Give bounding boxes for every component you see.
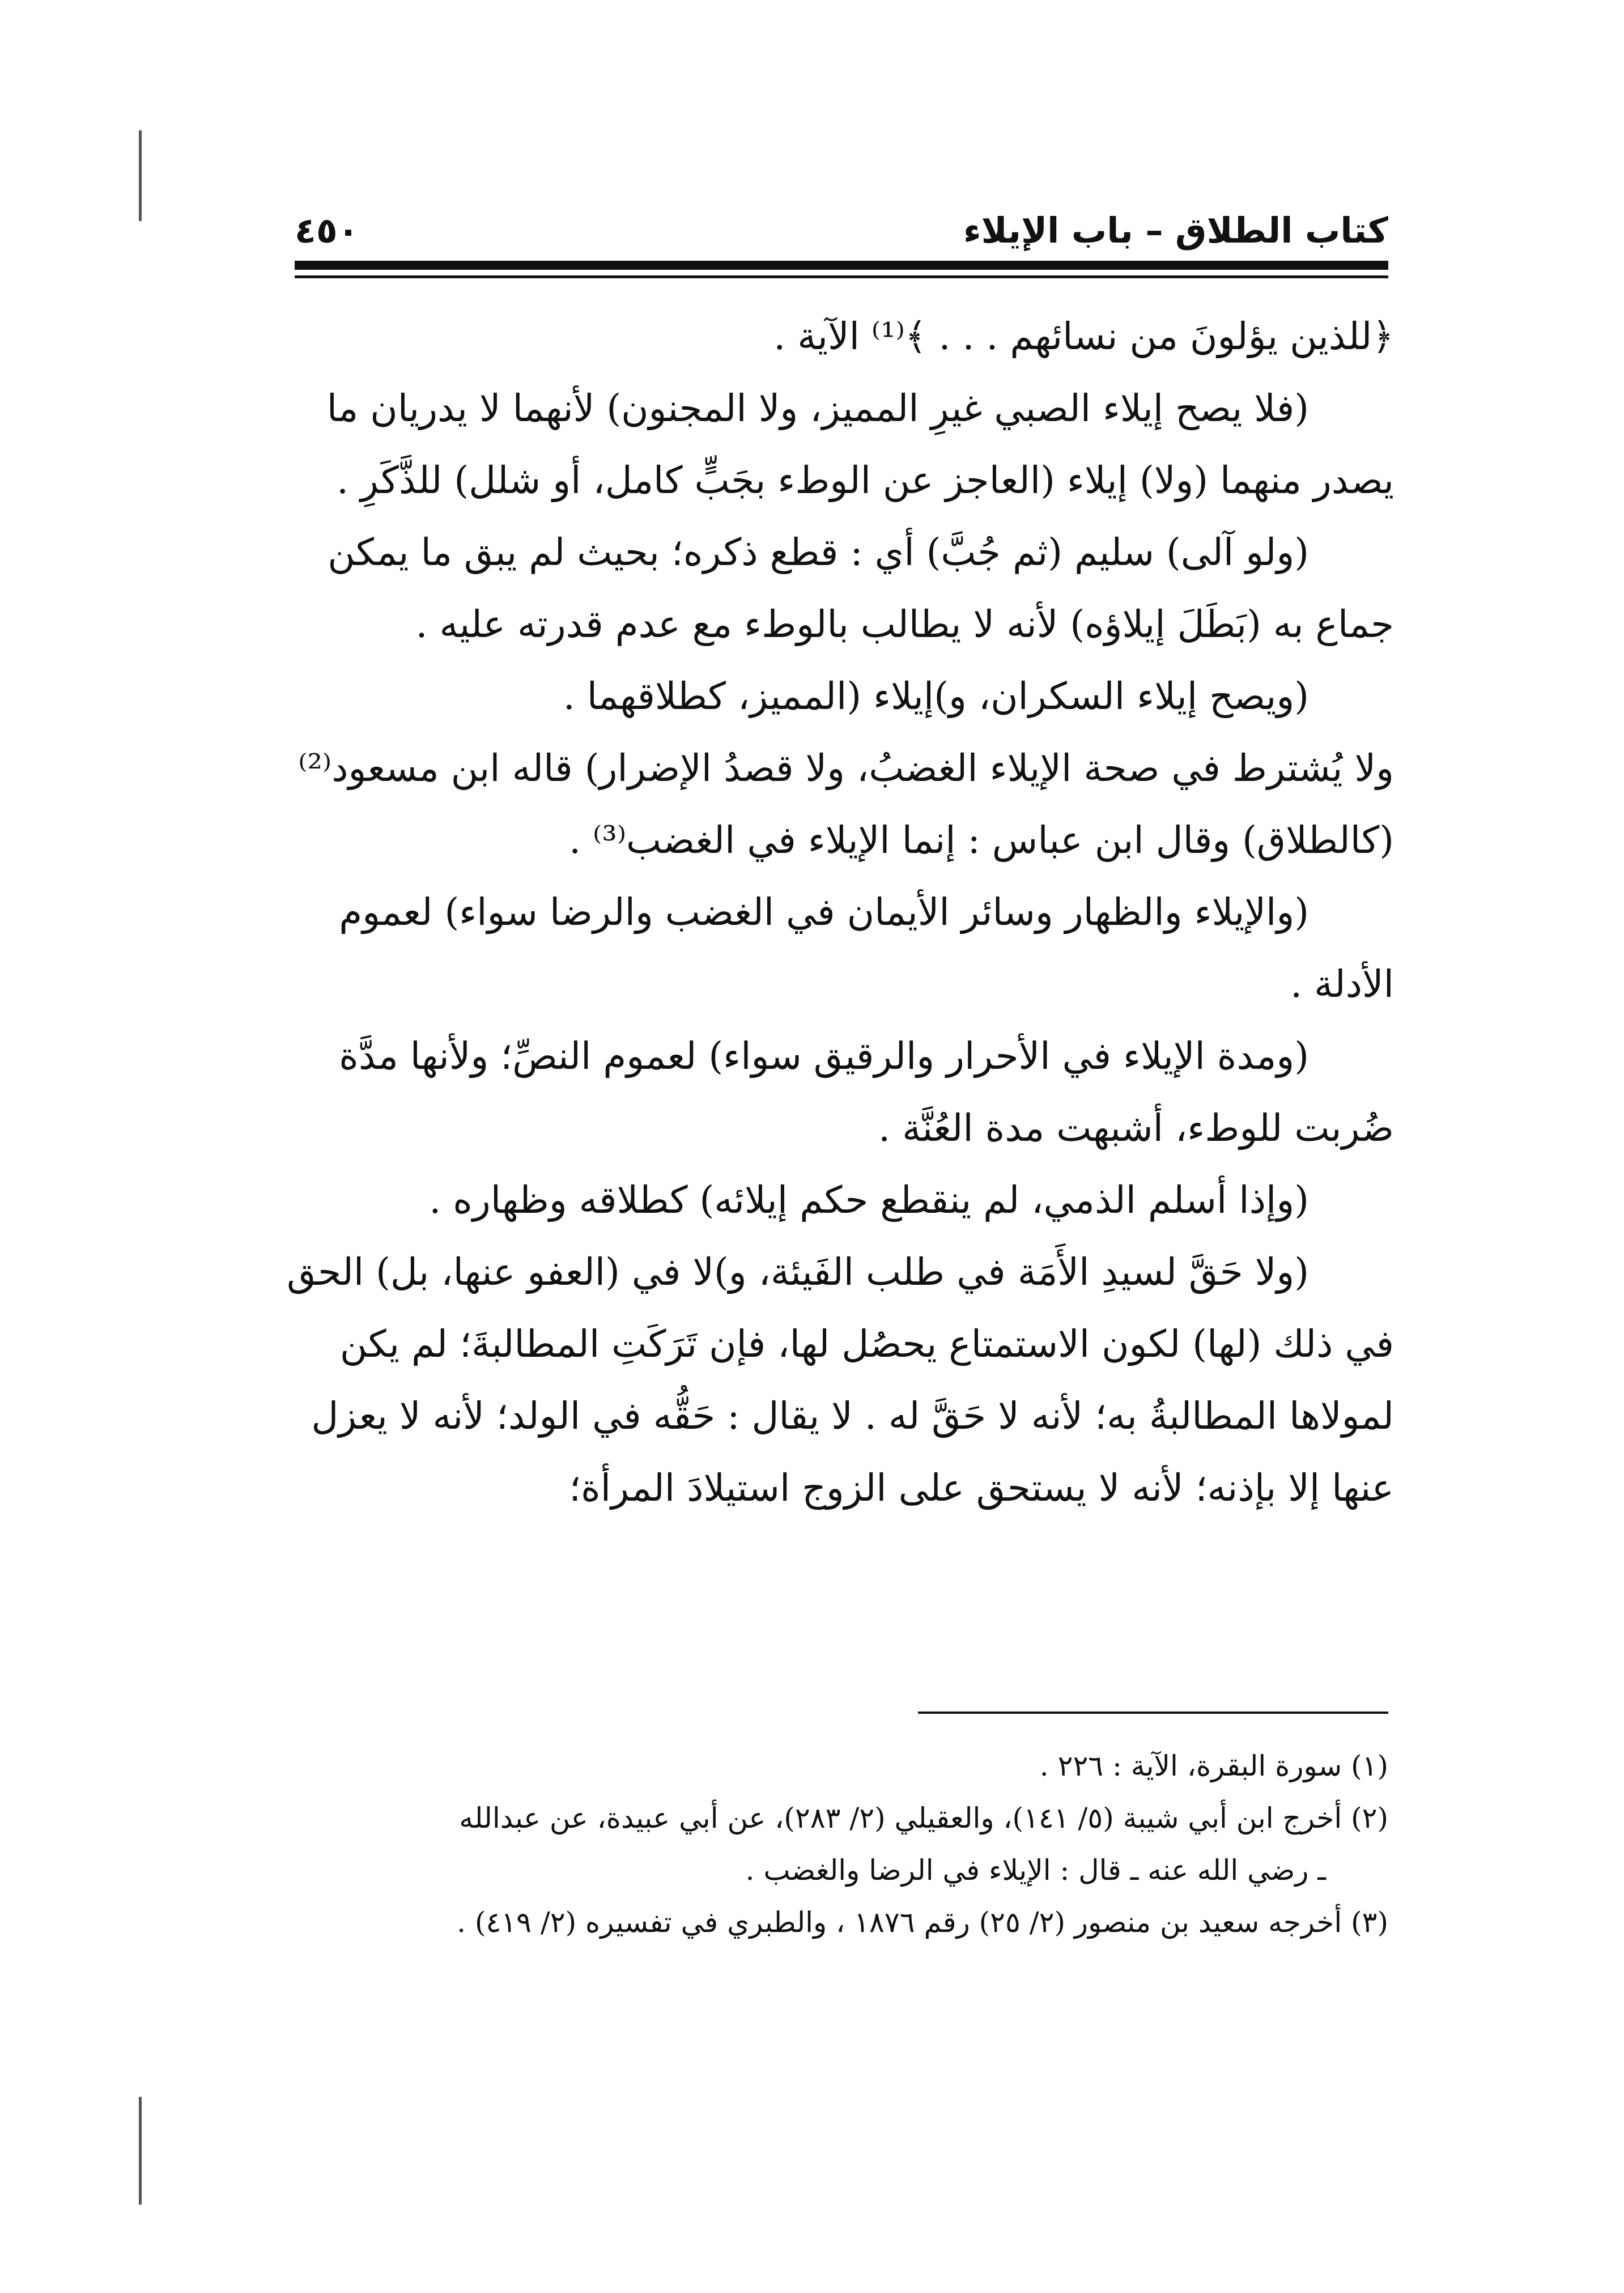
paragraph: (وإذا أسلم الذمي، لم ينقطع حكم إيلائه) كطلاقه وظهاره .	[429, 1178, 1309, 1222]
paragraph: (ويصح إيلاء السكران، و)إيلاء (المميز، كطلاقهما .	[563, 674, 1309, 718]
paragraph: (ومدة الإيلاء في الأحرار والرقيق سواء) لعموم النصِّ؛ ولأنها مدَّة ضُربت للوطء، أشبهت مدة العُنَّة .	[339, 1034, 1394, 1150]
page-number: ٤٥٠	[295, 210, 359, 251]
left-margin-line-bottom	[139, 2097, 142, 2205]
footnote-2-continued: ـ رضي الله عنه ـ قال : الإيلاء في الرضا والغضب .	[745, 1854, 1326, 1887]
header-rule-thick	[295, 261, 1388, 270]
footnote-separator	[918, 1712, 1388, 1714]
main-text	[283, 300, 1394, 1524]
footnotes	[295, 1740, 1388, 1948]
verse-line: ﴿للذين يؤلونَ من نسائهم . . . ﴾⁽¹⁾ الآية .	[773, 315, 1394, 358]
left-margin-line-top	[139, 130, 142, 221]
footnote-2: (٢) أخرج ابن أبي شيبة (٥/ ١٤١)، والعقيلي (٢/ ٢٨٣)، عن أبي عبيدة، عن عبدالله	[459, 1802, 1388, 1835]
header-rule-thin	[295, 275, 1388, 278]
footnote-3: (٣) أخرجه سعيد بن منصور (٢/ ٢٥) رقم ١٨٧٦ ، والطبري في تفسيره (٢/ ٤١٩) .	[457, 1906, 1388, 1939]
running-title: كتاب الطلاق – باب الإيلاء	[963, 210, 1388, 251]
paragraph: (والإيلاء والظهار وسائر الأيمان في الغضب والرضا سواء) لعموم الأدلة .	[339, 890, 1394, 1006]
paragraph: (فلا يصح إيلاء الصبي غيرِ المميز، ولا المجنون) لأنهما لا يدريان ما يصدر منهما (ولا) إيلاء (العاجز عن الوطء بجَبٍّ كامل، أو شلل) للذَّكَرِ .	[326, 387, 1394, 502]
paragraph: ولا يُشترط في صحة الإيلاء الغضبُ، ولا قصدُ الإضرار) قاله ابن مسعود⁽²⁾ (كالطلاق) وقال ابن عباس : إنما الإيلاء في الغضب⁽³⁾ .	[298, 746, 1394, 862]
footnote-1: (١) سورة البقرة، الآية : ٢٢٦ .	[1039, 1750, 1388, 1782]
page-header	[295, 210, 1388, 266]
paragraph: (ولو آلى) سليم (ثم جُبَّ) أي : قطع ذكره؛ بحيث لم يبق ما يمكن جماع به (بَطَلَ إيلاؤه) لأنه لا يطالب بالوطء مع عدم قدرته عليه .	[328, 530, 1394, 646]
paragraph: (ولا حَقَّ لسيدِ الأَمَة في طلب الفَيئة، و)لا في (العفو عنها، بل) الحق في ذلك (لها) لكون الاستمتاع يحصُل لها، فإن تَرَكَتِ المطالبةَ؛ لم يكن لمولاها المطالبةُ به؛ لأنه لا حَقَّ له . لا يقال : حَقُّه في الولد؛ لأنه لا يعزل عنها إلا بإذنه؛ لأنه لا يستحق على الزوج استيلادَ المرأة؛	[287, 1250, 1394, 1510]
